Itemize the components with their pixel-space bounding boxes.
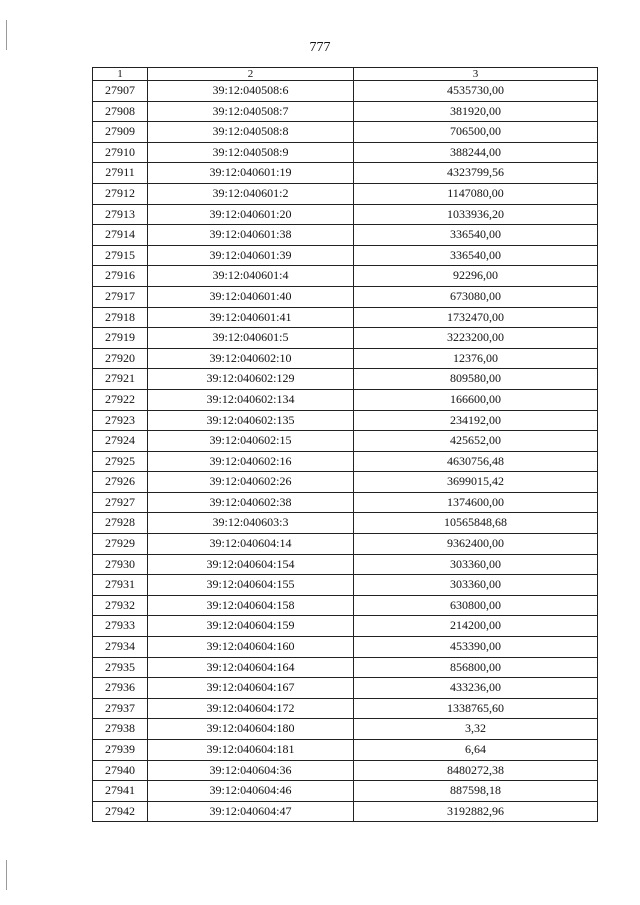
cell-value: 336540,00: [354, 225, 598, 246]
table-row: [93, 492, 598, 513]
cell-cadastral-number: 39:12:040604:14: [148, 534, 354, 555]
cell-cadastral-number: 39:12:040602:16: [148, 451, 354, 472]
table-row: [93, 142, 598, 163]
cell-value: 3,32: [354, 719, 598, 740]
cell-cadastral-number: 39:12:040604:158: [148, 595, 354, 616]
column-header-number: 1: [93, 68, 148, 81]
cell-value: 4535730,00: [354, 81, 598, 102]
table-row: [93, 637, 598, 658]
cell-row-number: 27931: [93, 575, 148, 596]
cell-row-number: 27925: [93, 451, 148, 472]
column-header-cadastral-number: 2: [148, 68, 354, 81]
cell-value: 1147080,00: [354, 183, 598, 204]
cell-value: 303360,00: [354, 554, 598, 575]
cell-value: 433236,00: [354, 678, 598, 699]
cell-cadastral-number: 39:12:040601:40: [148, 286, 354, 307]
scan-margin-mark: [6, 20, 7, 50]
cell-row-number: 27917: [93, 286, 148, 307]
cell-row-number: 27942: [93, 801, 148, 822]
cell-cadastral-number: 39:12:040601:20: [148, 204, 354, 225]
table-row: [93, 472, 598, 493]
table-row: [93, 451, 598, 472]
cell-value: 887598,18: [354, 781, 598, 802]
table-row: [93, 698, 598, 719]
table-row: [93, 266, 598, 287]
cell-value: 3699015,42: [354, 472, 598, 493]
cell-cadastral-number: 39:12:040601:38: [148, 225, 354, 246]
cell-row-number: 27936: [93, 678, 148, 699]
cell-row-number: 27915: [93, 245, 148, 266]
cell-value: 1732470,00: [354, 307, 598, 328]
page-number: 777: [309, 40, 331, 55]
cell-cadastral-number: 39:12:040604:172: [148, 698, 354, 719]
table-row: [93, 369, 598, 390]
table-row: [93, 534, 598, 555]
cell-cadastral-number: 39:12:040604:155: [148, 575, 354, 596]
cell-row-number: 27928: [93, 513, 148, 534]
cell-row-number: 27937: [93, 698, 148, 719]
cell-cadastral-number: 39:12:040604:154: [148, 554, 354, 575]
cell-cadastral-number: 39:12:040601:19: [148, 163, 354, 184]
cell-row-number: 27924: [93, 431, 148, 452]
cell-row-number: 27918: [93, 307, 148, 328]
cell-row-number: 27920: [93, 348, 148, 369]
table-row: [93, 225, 598, 246]
cell-value: 12376,00: [354, 348, 598, 369]
cell-value: 9362400,00: [354, 534, 598, 555]
cell-cadastral-number: 39:12:040602:38: [148, 492, 354, 513]
table-row: [93, 389, 598, 410]
cell-value: 706500,00: [354, 122, 598, 143]
cell-cadastral-number: 39:12:040508:8: [148, 122, 354, 143]
cell-row-number: 27938: [93, 719, 148, 740]
cell-value: 809580,00: [354, 369, 598, 390]
cell-row-number: 27923: [93, 410, 148, 431]
cell-row-number: 27929: [93, 534, 148, 555]
cell-value: 388244,00: [354, 142, 598, 163]
cell-value: 1033936,20: [354, 204, 598, 225]
cell-row-number: 27940: [93, 760, 148, 781]
table-row: [93, 328, 598, 349]
cell-value: 425652,00: [354, 431, 598, 452]
cell-row-number: 27941: [93, 781, 148, 802]
cell-row-number: 27930: [93, 554, 148, 575]
cell-cadastral-number: 39:12:040603:3: [148, 513, 354, 534]
cell-value: 92296,00: [354, 266, 598, 287]
cell-value: 673080,00: [354, 286, 598, 307]
table-row: [93, 781, 598, 802]
table-row: [93, 678, 598, 699]
cell-value: 3192882,96: [354, 801, 598, 822]
table-row: [93, 183, 598, 204]
cell-value: 166600,00: [354, 389, 598, 410]
cadastral-value-table: [92, 67, 598, 822]
cell-row-number: 27913: [93, 204, 148, 225]
table-row: [93, 101, 598, 122]
table-row: [93, 245, 598, 266]
table-row: [93, 740, 598, 761]
cell-cadastral-number: 39:12:040604:167: [148, 678, 354, 699]
cell-row-number: 27919: [93, 328, 148, 349]
cell-value: 381920,00: [354, 101, 598, 122]
column-header-value: 3: [354, 68, 598, 81]
cell-row-number: 27909: [93, 122, 148, 143]
cell-row-number: 27934: [93, 637, 148, 658]
cell-row-number: 27912: [93, 183, 148, 204]
cell-row-number: 27911: [93, 163, 148, 184]
table-row: [93, 410, 598, 431]
table-row: [93, 554, 598, 575]
cell-row-number: 27935: [93, 657, 148, 678]
table-row: [93, 348, 598, 369]
cell-cadastral-number: 39:12:040604:159: [148, 616, 354, 637]
cell-cadastral-number: 39:12:040602:26: [148, 472, 354, 493]
cell-cadastral-number: 39:12:040602:135: [148, 410, 354, 431]
table-row: [93, 616, 598, 637]
cell-cadastral-number: 39:12:040604:181: [148, 740, 354, 761]
cell-row-number: 27933: [93, 616, 148, 637]
cell-cadastral-number: 39:12:040601:4: [148, 266, 354, 287]
cell-value: 303360,00: [354, 575, 598, 596]
table-row: [93, 760, 598, 781]
table-row: [93, 286, 598, 307]
cell-row-number: 27908: [93, 101, 148, 122]
table-body: [93, 81, 598, 822]
cell-row-number: 27922: [93, 389, 148, 410]
cell-cadastral-number: 39:12:040601:39: [148, 245, 354, 266]
table-row: [93, 81, 598, 102]
cell-value: 214200,00: [354, 616, 598, 637]
table-row: [93, 431, 598, 452]
cell-value: 453390,00: [354, 637, 598, 658]
cell-value: 4323799,56: [354, 163, 598, 184]
table-header-row: [93, 68, 598, 81]
cell-row-number: 27927: [93, 492, 148, 513]
cell-row-number: 27939: [93, 740, 148, 761]
cell-cadastral-number: 39:12:040604:47: [148, 801, 354, 822]
cell-cadastral-number: 39:12:040602:10: [148, 348, 354, 369]
cell-cadastral-number: 39:12:040604:36: [148, 760, 354, 781]
cell-row-number: 27907: [93, 81, 148, 102]
table-row: [93, 657, 598, 678]
table-row: [93, 575, 598, 596]
cell-value: 1374600,00: [354, 492, 598, 513]
cell-cadastral-number: 39:12:040508:9: [148, 142, 354, 163]
cell-value: 10565848,68: [354, 513, 598, 534]
cell-row-number: 27916: [93, 266, 148, 287]
cell-value: 4630756,48: [354, 451, 598, 472]
cell-cadastral-number: 39:12:040604:180: [148, 719, 354, 740]
cell-row-number: 27921: [93, 369, 148, 390]
table-row: [93, 163, 598, 184]
table-row: [93, 513, 598, 534]
table-row: [93, 307, 598, 328]
cell-cadastral-number: 39:12:040602:15: [148, 431, 354, 452]
cell-value: 1338765,60: [354, 698, 598, 719]
cell-cadastral-number: 39:12:040508:7: [148, 101, 354, 122]
cell-row-number: 27926: [93, 472, 148, 493]
cell-value: 8480272,38: [354, 760, 598, 781]
cell-value: 336540,00: [354, 245, 598, 266]
table-row: [93, 801, 598, 822]
cell-cadastral-number: 39:12:040604:46: [148, 781, 354, 802]
cell-cadastral-number: 39:12:040602:129: [148, 369, 354, 390]
cell-cadastral-number: 39:12:040604:160: [148, 637, 354, 658]
cell-value: 3223200,00: [354, 328, 598, 349]
cell-cadastral-number: 39:12:040508:6: [148, 81, 354, 102]
cell-row-number: 27932: [93, 595, 148, 616]
cell-value: 856800,00: [354, 657, 598, 678]
cell-cadastral-number: 39:12:040601:41: [148, 307, 354, 328]
table-row: [93, 122, 598, 143]
cell-row-number: 27910: [93, 142, 148, 163]
cell-value: 630800,00: [354, 595, 598, 616]
scan-margin-mark: [6, 860, 7, 890]
table-row: [93, 204, 598, 225]
table-row: [93, 719, 598, 740]
table-row: [93, 595, 598, 616]
cell-value: 234192,00: [354, 410, 598, 431]
cell-cadastral-number: 39:12:040601:5: [148, 328, 354, 349]
cell-value: 6,64: [354, 740, 598, 761]
cell-cadastral-number: 39:12:040604:164: [148, 657, 354, 678]
cell-row-number: 27914: [93, 225, 148, 246]
cell-cadastral-number: 39:12:040601:2: [148, 183, 354, 204]
cell-cadastral-number: 39:12:040602:134: [148, 389, 354, 410]
